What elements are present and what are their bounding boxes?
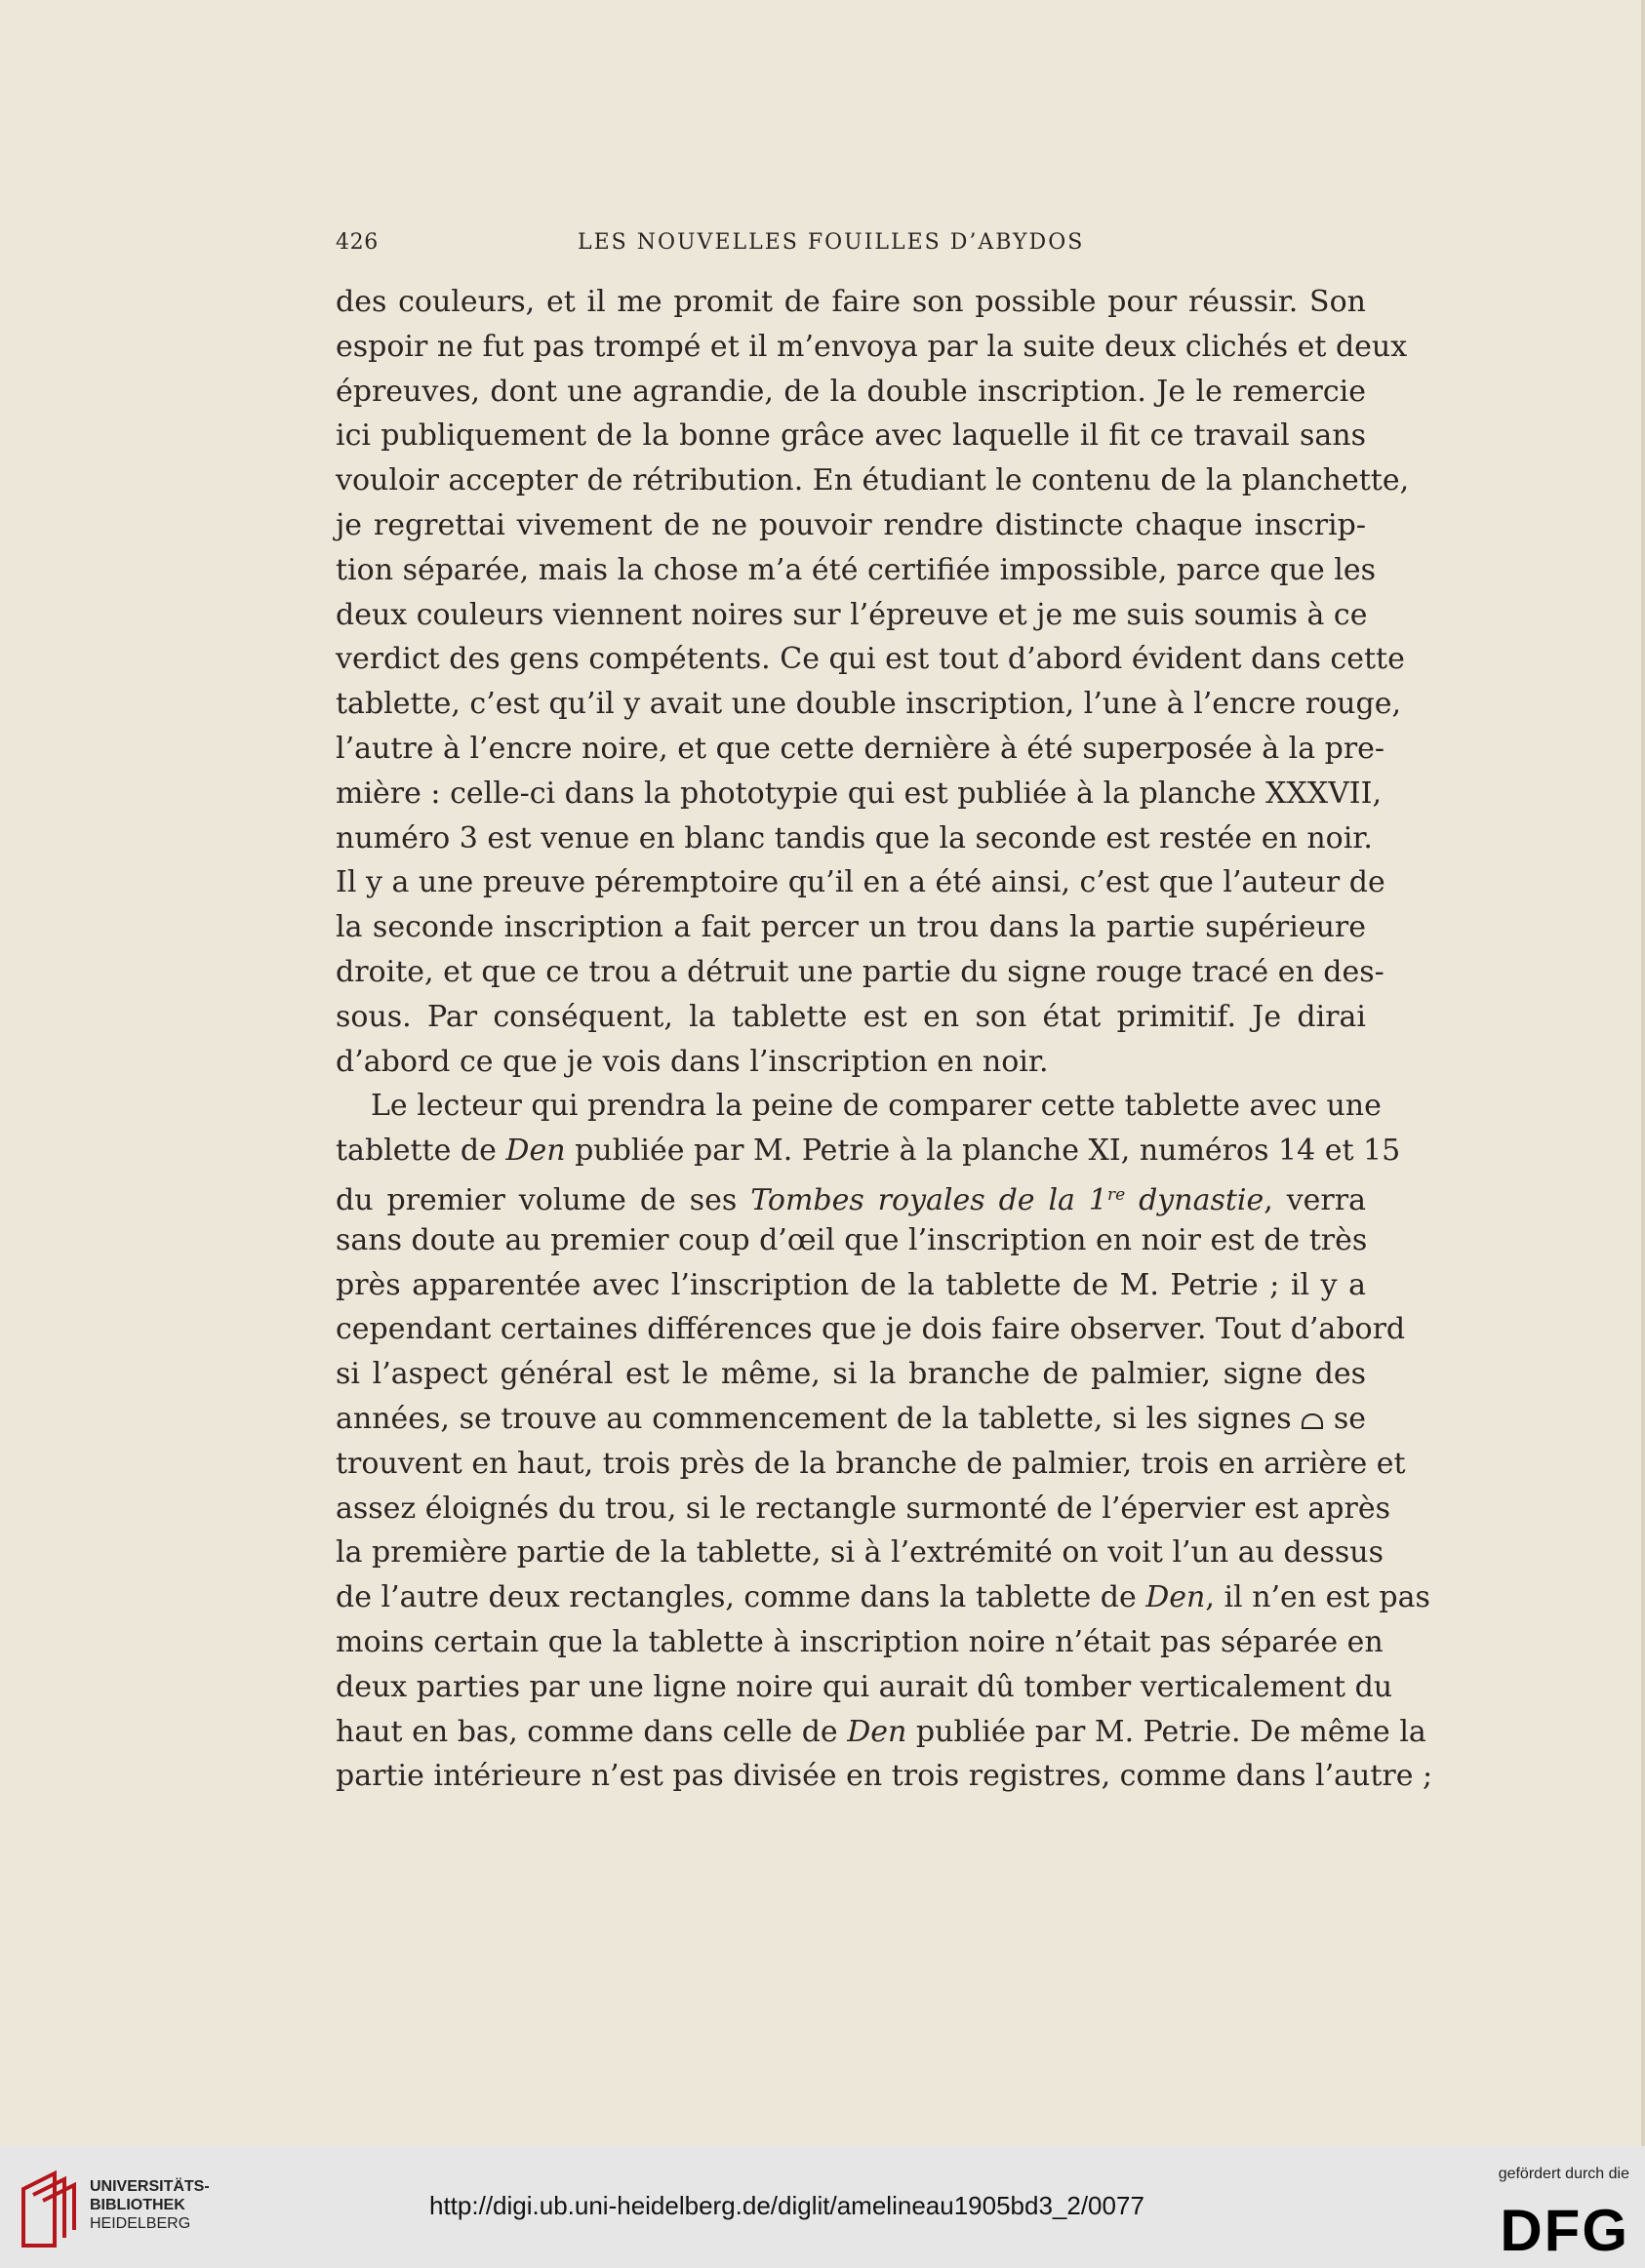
page-number: 426 <box>336 230 379 255</box>
dfg-logo: DFG <box>1500 2198 1629 2263</box>
text-line: des couleurs, et il me promit de faire son possible pour réussir. Son <box>336 285 1366 319</box>
text-line: Il y a une preuve péremptoire qu’il en a été ainsi, c’est que l’auteur de <box>336 865 1385 900</box>
text-line: tablette, c’est qu’il y avait une double inscription, l’une à l’encre rouge, <box>336 687 1401 722</box>
italic-name: Den <box>505 1134 566 1169</box>
running-title: LES NOUVELLES FOUILLES D’ABYDOS <box>578 230 1085 255</box>
text-line: droite, et que ce trou a détruit une partie du signe rouge tracé en des- <box>336 954 1384 989</box>
funding-caption: gefördert durch die <box>1498 2166 1629 2182</box>
library-name-line: HEIDELBERG <box>90 2215 191 2232</box>
text-line: Le lecteur qui prendra la peine de comparer cette tablette avec une <box>371 1089 1382 1124</box>
text-fragment: , il n’en est pas <box>1205 1580 1430 1615</box>
text-line <box>336 1397 1366 1442</box>
library-name-line: BIBLIOTHEK <box>90 2197 185 2213</box>
text-line: deux parties par une ligne noire qui aurait dû tomber verticalement du <box>336 1669 1393 1704</box>
text-line: la première partie de la tablette, si à l’extrémité on voit l’un au dessus <box>336 1535 1384 1571</box>
italic-name: Den <box>1145 1580 1206 1615</box>
page-edge-shadow <box>1641 0 1645 2146</box>
text-line: tion séparée, mais la chose m’a été certifiée impossible, parce que les <box>336 552 1376 587</box>
text-line: partie intérieure n’est pas divisée en trois registres, comme dans l’autre ; <box>336 1759 1433 1794</box>
text-line: numéro 3 est venue en blanc tandis que la seconde est restée en noir. <box>336 820 1373 855</box>
text-line: moins certain que la tablette à inscription noire n’était pas séparée en <box>336 1624 1384 1659</box>
text-line: assez éloignés du trou, si le rectangle surmonté de l’épervier est après <box>336 1491 1390 1526</box>
footer-bar <box>0 2146 1645 2268</box>
permalink-url[interactable]: http://digi.ub.uni-heidelberg.de/diglit/amelineau1905bd3_2/0077 <box>429 2191 1144 2220</box>
library-logo-icon <box>18 2169 78 2251</box>
text-line <box>336 1129 1401 1174</box>
text-line: ici publiquement de la bonne grâce avec laquelle il fit ce travail sans <box>336 418 1366 454</box>
superscript: re <box>1106 1184 1126 1205</box>
text-line: près apparentée avec l’inscription de la tablette de M. Petrie ; il y a <box>336 1267 1366 1302</box>
text-line: la seconde inscription a fait percer un trou dans la partie supérieure <box>336 910 1366 945</box>
italic-title: Tombes royales de la 1 <box>750 1182 1107 1217</box>
text-line: sans doute au premier coup d’œil que l’inscription en noir est de très <box>336 1222 1368 1257</box>
text-fragment: de l’autre deux rectangles, comme dans la tablette de <box>336 1580 1137 1615</box>
text-line: épreuves, dont une agrandie, de la double inscription. Je le remercie <box>336 374 1366 409</box>
text-fragment: , verra <box>1264 1182 1366 1217</box>
italic-title: dynastie <box>1139 1182 1264 1217</box>
library-name <box>90 2177 265 2233</box>
text-line: d’abord ce que je vois dans l’inscription en noir. <box>336 1044 1049 1079</box>
italic-name: Den <box>847 1714 907 1749</box>
text-line <box>336 1174 1366 1218</box>
body-text <box>336 280 1433 1799</box>
text-line <box>336 1710 1426 1755</box>
text-line: verdict des gens compétents. Ce qui est tout d’abord évident dans cette <box>336 642 1405 677</box>
text-line: deux couleurs viennent noires sur l’épreuve et je me suis soumis à ce <box>336 597 1368 632</box>
text-line: cependant certaines différences que je dois faire observer. Tout d’abord <box>336 1312 1406 1347</box>
text-fragment: se <box>1333 1401 1366 1436</box>
text-fragment: années, se trouve au commencement de la tablette, si les signes <box>336 1401 1292 1436</box>
text-fragment: publiée par M. Petrie. De même la <box>915 1714 1426 1749</box>
text-line: l’autre à l’encre noire, et que cette dernière à été superposée à la pre- <box>336 731 1385 766</box>
text-line <box>336 1575 1430 1620</box>
text-line: mière : celle-ci dans la phototypie qui est publiée à la planche XXXVII, <box>336 776 1382 811</box>
running-head <box>336 226 1366 261</box>
text-fragment: haut en bas, comme dans celle de <box>336 1714 838 1749</box>
text-fragment: tablette de <box>336 1134 497 1169</box>
text-line: je regrettai vivement de ne pouvoir rendre distincte chaque inscrip- <box>336 507 1366 542</box>
text-fragment: du premier volume de ses <box>336 1182 738 1217</box>
text-fragment: publiée par M. Petrie à la planche XI, numéros 14 et 15 <box>575 1134 1401 1169</box>
text-line: sous. Par conséquent, la tablette est en son état primitif. Je dirai <box>336 999 1366 1034</box>
text-line: espoir ne fut pas trompé et il m’envoya par la suite deux clichés et deux <box>336 329 1408 364</box>
text-line: trouvent en haut, trois près de la branche de palmier, trois en arrière et <box>336 1446 1406 1481</box>
text-line: si l’aspect général est le même, si la branche de palmier, signe des <box>336 1357 1366 1392</box>
hieroglyph-bread-icon <box>1301 1413 1324 1430</box>
text-line: vouloir accepter de rétribution. En étudiant le contenu de la planchette, <box>336 463 1410 498</box>
library-name-line: UNIVERSITÄTS- <box>90 2178 210 2195</box>
